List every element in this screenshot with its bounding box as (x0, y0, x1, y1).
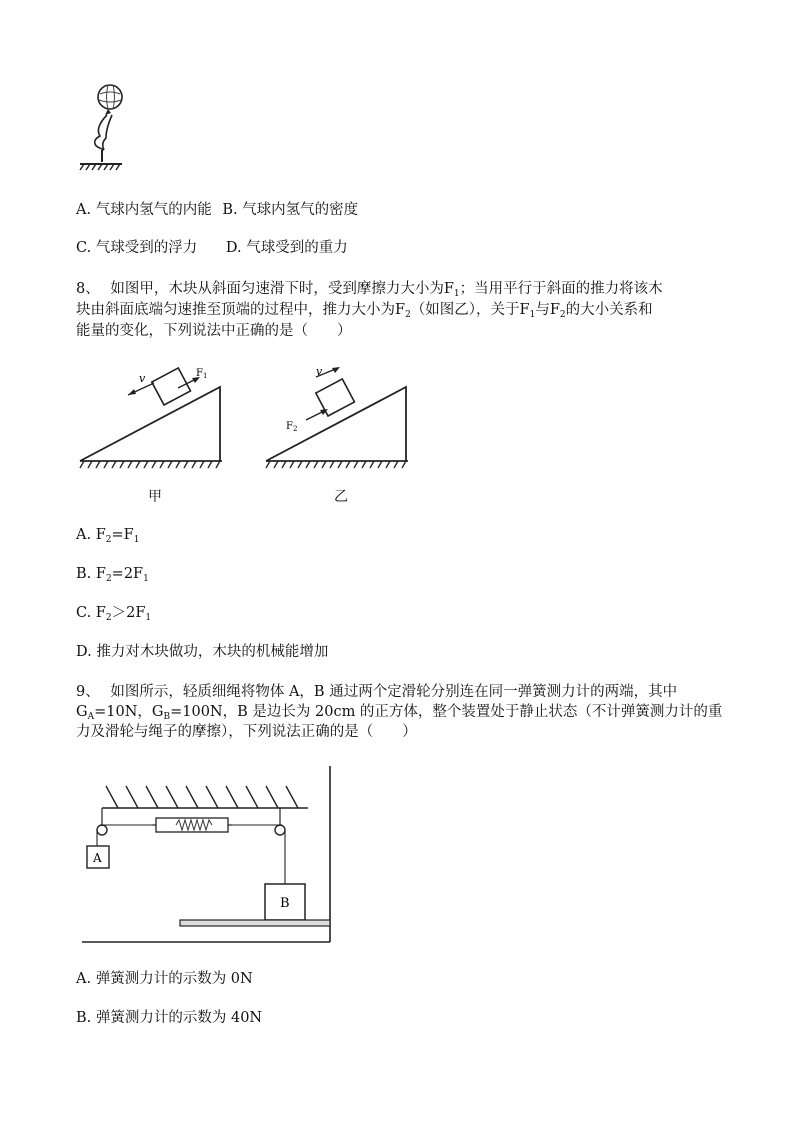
q7-option-d: D. 气球受到的重力 (225, 240, 348, 256)
block-b-label: B (280, 896, 290, 911)
block-a-label: A (93, 851, 102, 865)
q9-option-a: A. 弹簧测力计的示数为 0N (76, 971, 253, 987)
q9-option-b: B. 弹簧测力计的示数为 40N (76, 1010, 263, 1026)
q7-option-a: A. 气球内氢气的内能 (76, 202, 212, 218)
velocity-label-yi: v (316, 365, 323, 378)
velocity-label: v (139, 372, 146, 385)
q8-stem-line1: 8、 如图甲，木块从斜面匀速滑下时，受到摩擦力大小为$F_1$；当用平行于斜面的推力将该木 (76, 281, 663, 299)
q7-option-c: C. 气球受到的浮力 (76, 240, 198, 256)
balloon-figure (78, 82, 128, 172)
force-label-f2: $F_2$ (286, 421, 298, 433)
q8-option-b: B. $F_2=2F_1$ (76, 566, 149, 584)
figure-caption-yi: 乙 (334, 489, 348, 505)
incline-figure-yi (264, 365, 414, 470)
q8-stem-line3: 能量的变化，下列说法中正确的是（ ） (76, 323, 352, 339)
pulley-spring-figure (80, 766, 334, 944)
q9-stem-line3: 力及滑轮与绳子的摩擦），下列说法正确的是（ ） (76, 724, 417, 740)
q8-option-d: D. 推力对木块做功，木块的机械能增加 (76, 644, 329, 660)
q7-option-b: B. 气球内氢气的密度 (222, 202, 359, 218)
incline-figure-jia (78, 365, 228, 470)
force-label-f1: $F_1$ (196, 368, 208, 380)
q8-stem-line2: 块由斜面底端匀速推至顶端的过程中，推力大小为$F_2$（如图乙），关于$F_1$与$F_2$的大小关系和 (76, 302, 653, 320)
q8-option-c: C. $F_2>2F_1$ (76, 605, 152, 623)
figure-caption-jia: 甲 (148, 489, 162, 505)
q9-stem-line2: $G_A=10N$，$G_B=100N$，B 是边长为 20cm 的正方体，整个装置处于静止状态（不计弹簧测力计的重 (76, 704, 723, 722)
q9-number: 9、 (76, 684, 100, 700)
q8-number: 8、 (76, 281, 100, 297)
q8-option-a: A. $F_2=F_1$ (76, 527, 140, 545)
q9-stem-line1: 如图所示，轻质细绳将物体 A，B 通过两个定滑轮分别连在同一弹簧测力计的两端，其中 (110, 684, 678, 700)
